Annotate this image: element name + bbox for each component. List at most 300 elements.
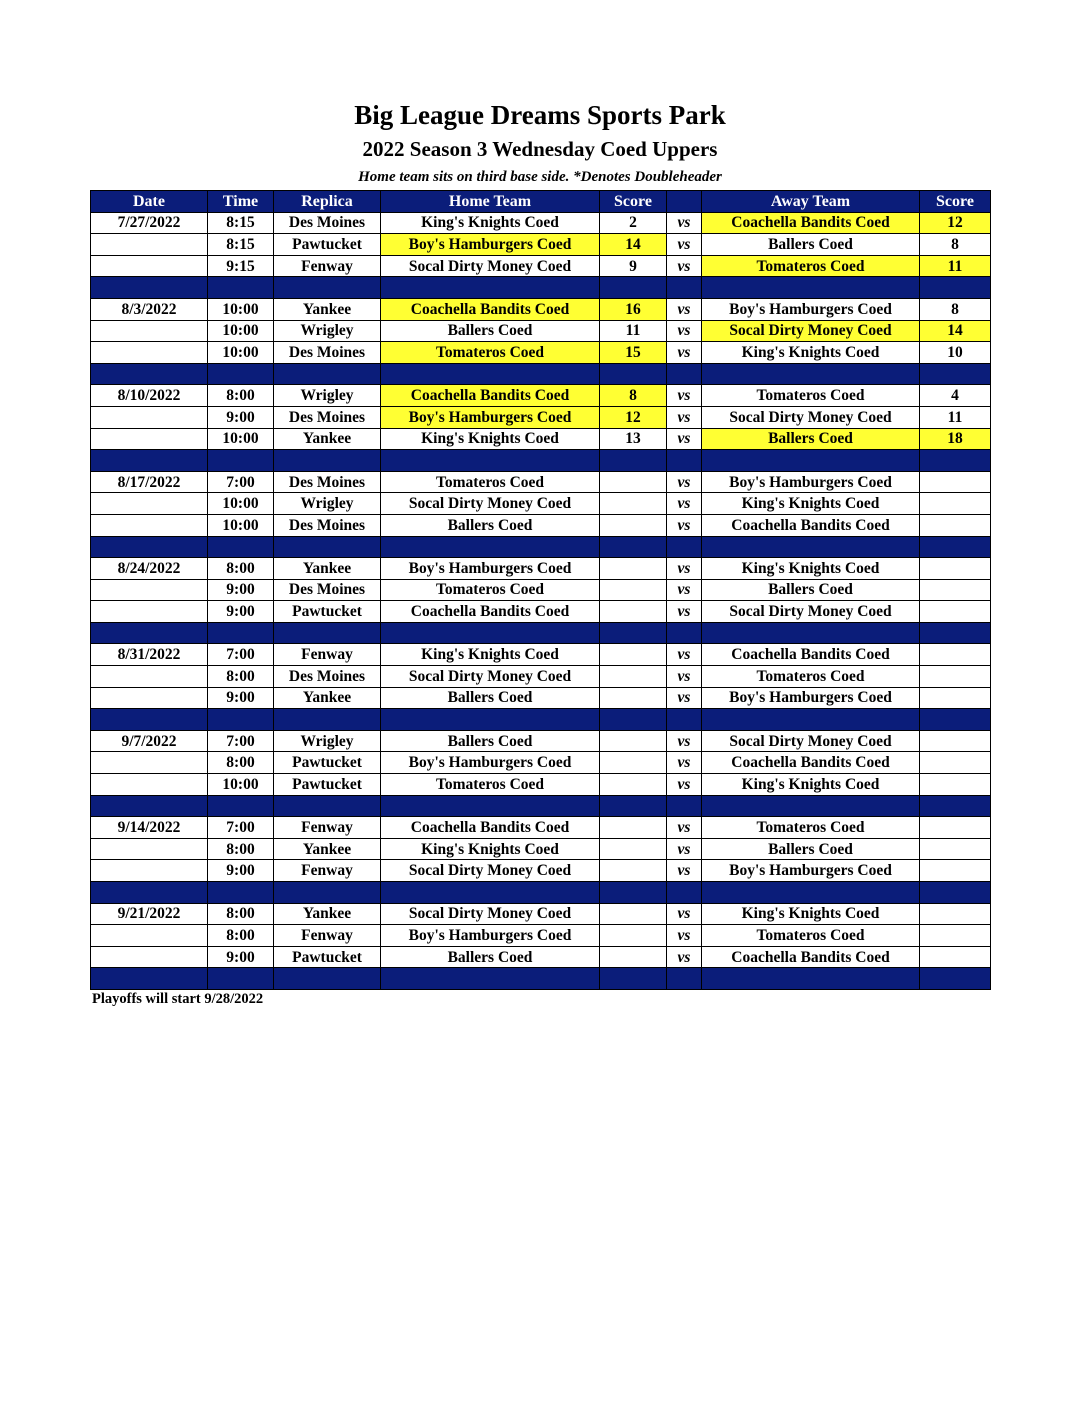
- col-header-date: Date: [91, 191, 208, 213]
- away-team: Coachella Bandits Coed: [702, 514, 920, 536]
- separator-cell: [274, 795, 381, 817]
- week-separator-row: [91, 709, 991, 731]
- game-time: 8:00: [208, 752, 274, 774]
- home-team: Tomateros Coed: [381, 774, 600, 796]
- separator-cell: [208, 622, 274, 644]
- vs-label: vs: [667, 687, 702, 709]
- vs-label: vs: [667, 342, 702, 364]
- home-team: Boy's Hamburgers Coed: [381, 406, 600, 428]
- home-team: Coachella Bandits Coed: [381, 298, 600, 320]
- game-replica: Fenway: [274, 644, 381, 666]
- game-row: [91, 730, 991, 752]
- home-score: [600, 493, 667, 515]
- separator-cell: [920, 536, 991, 558]
- game-date: 8/10/2022: [91, 385, 208, 407]
- home-score: [600, 687, 667, 709]
- separator-cell: [381, 450, 600, 472]
- vs-label: vs: [667, 471, 702, 493]
- home-team: Tomateros Coed: [381, 579, 600, 601]
- home-team: Ballers Coed: [381, 946, 600, 968]
- away-score: [920, 601, 991, 623]
- separator-cell: [920, 363, 991, 385]
- home-score: [600, 514, 667, 536]
- game-time: 10:00: [208, 774, 274, 796]
- away-team: Ballers Coed: [702, 234, 920, 256]
- game-replica: Yankee: [274, 428, 381, 450]
- home-score: [600, 558, 667, 580]
- away-team: Ballers Coed: [702, 428, 920, 450]
- separator-cell: [667, 363, 702, 385]
- separator-cell: [667, 277, 702, 299]
- separator-cell: [208, 277, 274, 299]
- game-row: [91, 320, 991, 342]
- game-replica: Pawtucket: [274, 774, 381, 796]
- game-time: 10:00: [208, 428, 274, 450]
- game-date: [91, 428, 208, 450]
- vs-label: vs: [667, 817, 702, 839]
- separator-cell: [274, 450, 381, 472]
- vs-label: vs: [667, 212, 702, 234]
- game-time: 7:00: [208, 644, 274, 666]
- away-score: [920, 860, 991, 882]
- game-time: 9:00: [208, 406, 274, 428]
- away-team: King's Knights Coed: [702, 774, 920, 796]
- separator-cell: [600, 450, 667, 472]
- separator-cell: [920, 709, 991, 731]
- week-separator-row: [91, 450, 991, 472]
- home-score: [600, 730, 667, 752]
- home-score: [600, 838, 667, 860]
- home-team: King's Knights Coed: [381, 428, 600, 450]
- game-replica: Wrigley: [274, 730, 381, 752]
- away-score: 14: [920, 320, 991, 342]
- game-date: [91, 320, 208, 342]
- away-team: Coachella Bandits Coed: [702, 752, 920, 774]
- vs-label: vs: [667, 752, 702, 774]
- home-score: [600, 644, 667, 666]
- game-replica: Wrigley: [274, 493, 381, 515]
- week-separator-row: [91, 882, 991, 904]
- home-team: Coachella Bandits Coed: [381, 385, 600, 407]
- separator-cell: [274, 363, 381, 385]
- home-team: Socal Dirty Money Coed: [381, 903, 600, 925]
- away-score: 8: [920, 298, 991, 320]
- game-date: [91, 860, 208, 882]
- col-header-time: Time: [208, 191, 274, 213]
- separator-cell: [381, 709, 600, 731]
- away-score: [920, 925, 991, 947]
- page-subtitle: 2022 Season 3 Wednesday Coed Uppers: [362, 137, 718, 161]
- game-date: [91, 342, 208, 364]
- away-team: King's Knights Coed: [702, 493, 920, 515]
- vs-label: vs: [667, 925, 702, 947]
- home-score: [600, 752, 667, 774]
- away-team: Boy's Hamburgers Coed: [702, 860, 920, 882]
- game-time: 7:00: [208, 817, 274, 839]
- game-replica: Fenway: [274, 255, 381, 277]
- game-row: [91, 687, 991, 709]
- vs-label: vs: [667, 255, 702, 277]
- game-row: [91, 644, 991, 666]
- game-date: [91, 752, 208, 774]
- game-row: [91, 946, 991, 968]
- away-team: Boy's Hamburgers Coed: [702, 471, 920, 493]
- separator-cell: [920, 450, 991, 472]
- vs-label: vs: [667, 579, 702, 601]
- separator-cell: [600, 536, 667, 558]
- away-team: Socal Dirty Money Coed: [702, 406, 920, 428]
- game-time: 7:00: [208, 730, 274, 752]
- game-time: 9:00: [208, 579, 274, 601]
- col-header-vs: [667, 191, 702, 213]
- vs-label: vs: [667, 946, 702, 968]
- separator-cell: [381, 968, 600, 990]
- home-team: Ballers Coed: [381, 730, 600, 752]
- home-score: [600, 579, 667, 601]
- separator-cell: [208, 882, 274, 904]
- game-date: [91, 493, 208, 515]
- separator-cell: [600, 622, 667, 644]
- game-replica: Wrigley: [274, 320, 381, 342]
- game-time: 10:00: [208, 320, 274, 342]
- separator-cell: [381, 622, 600, 644]
- home-team: Coachella Bandits Coed: [381, 817, 600, 839]
- separator-cell: [920, 968, 991, 990]
- game-time: 9:00: [208, 946, 274, 968]
- separator-cell: [667, 450, 702, 472]
- away-score: 11: [920, 255, 991, 277]
- game-replica: Des Moines: [274, 579, 381, 601]
- separator-cell: [91, 450, 208, 472]
- game-date: [91, 838, 208, 860]
- game-row: [91, 752, 991, 774]
- home-score: 16: [600, 298, 667, 320]
- col-header-home-score: Score: [600, 191, 667, 213]
- away-score: [920, 752, 991, 774]
- game-date: [91, 255, 208, 277]
- week-separator-row: [91, 968, 991, 990]
- home-score: [600, 860, 667, 882]
- away-team: Tomateros Coed: [702, 925, 920, 947]
- vs-label: vs: [667, 730, 702, 752]
- game-replica: Yankee: [274, 298, 381, 320]
- separator-cell: [702, 450, 920, 472]
- separator-cell: [274, 709, 381, 731]
- week-separator-row: [91, 363, 991, 385]
- game-date: [91, 666, 208, 688]
- game-time: 7:00: [208, 471, 274, 493]
- separator-cell: [920, 795, 991, 817]
- col-header-away-score: Score: [920, 191, 991, 213]
- away-score: [920, 687, 991, 709]
- game-time: 8:00: [208, 385, 274, 407]
- schedule-body: [91, 212, 991, 989]
- playoffs-note: Playoffs will start 9/28/2022: [92, 991, 264, 1007]
- home-score: 11: [600, 320, 667, 342]
- game-date: [91, 234, 208, 256]
- home-score: 8: [600, 385, 667, 407]
- home-score: 9: [600, 255, 667, 277]
- away-score: [920, 730, 991, 752]
- home-team: Boy's Hamburgers Coed: [381, 925, 600, 947]
- game-row: [91, 666, 991, 688]
- home-team: Socal Dirty Money Coed: [381, 493, 600, 515]
- game-replica: Des Moines: [274, 471, 381, 493]
- separator-cell: [702, 968, 920, 990]
- week-separator-row: [91, 536, 991, 558]
- game-date: [91, 687, 208, 709]
- game-replica: Des Moines: [274, 406, 381, 428]
- game-replica: Yankee: [274, 687, 381, 709]
- away-score: [920, 579, 991, 601]
- game-time: 8:00: [208, 925, 274, 947]
- game-row: [91, 471, 991, 493]
- away-score: [920, 644, 991, 666]
- game-row: [91, 817, 991, 839]
- separator-cell: [91, 277, 208, 299]
- game-date: [91, 514, 208, 536]
- away-score: 10: [920, 342, 991, 364]
- home-team: Socal Dirty Money Coed: [381, 666, 600, 688]
- separator-cell: [274, 968, 381, 990]
- vs-label: vs: [667, 903, 702, 925]
- separator-cell: [208, 709, 274, 731]
- separator-cell: [702, 622, 920, 644]
- col-header-away-team: Away Team: [702, 191, 920, 213]
- col-header-home-team: Home Team: [381, 191, 600, 213]
- separator-cell: [274, 536, 381, 558]
- vs-label: vs: [667, 385, 702, 407]
- game-replica: Pawtucket: [274, 601, 381, 623]
- game-date: [91, 601, 208, 623]
- game-date: [91, 406, 208, 428]
- separator-cell: [702, 536, 920, 558]
- game-date: 8/3/2022: [91, 298, 208, 320]
- game-row: [91, 860, 991, 882]
- separator-cell: [702, 709, 920, 731]
- game-time: 8:15: [208, 212, 274, 234]
- home-score: [600, 817, 667, 839]
- separator-cell: [381, 795, 600, 817]
- game-row: [91, 601, 991, 623]
- separator-cell: [208, 363, 274, 385]
- home-team: Socal Dirty Money Coed: [381, 860, 600, 882]
- away-team: Tomateros Coed: [702, 255, 920, 277]
- home-score: 13: [600, 428, 667, 450]
- separator-cell: [91, 536, 208, 558]
- away-team: Tomateros Coed: [702, 666, 920, 688]
- separator-cell: [274, 622, 381, 644]
- game-replica: Pawtucket: [274, 234, 381, 256]
- game-date: 9/14/2022: [91, 817, 208, 839]
- separator-cell: [667, 795, 702, 817]
- home-team: Ballers Coed: [381, 320, 600, 342]
- separator-cell: [208, 536, 274, 558]
- game-row: [91, 428, 991, 450]
- separator-cell: [381, 882, 600, 904]
- game-replica: Des Moines: [274, 514, 381, 536]
- away-score: 12: [920, 212, 991, 234]
- home-team: Boy's Hamburgers Coed: [381, 558, 600, 580]
- away-team: Coachella Bandits Coed: [702, 212, 920, 234]
- home-score: 14: [600, 234, 667, 256]
- separator-cell: [702, 882, 920, 904]
- game-row: [91, 406, 991, 428]
- home-team: King's Knights Coed: [381, 212, 600, 234]
- vs-label: vs: [667, 666, 702, 688]
- home-score: 12: [600, 406, 667, 428]
- separator-cell: [702, 277, 920, 299]
- game-replica: Yankee: [274, 838, 381, 860]
- home-team: King's Knights Coed: [381, 644, 600, 666]
- col-header-replica: Replica: [274, 191, 381, 213]
- game-replica: Yankee: [274, 558, 381, 580]
- game-time: 10:00: [208, 514, 274, 536]
- vs-label: vs: [667, 774, 702, 796]
- away-score: [920, 946, 991, 968]
- away-score: [920, 903, 991, 925]
- home-team: Ballers Coed: [381, 687, 600, 709]
- away-score: 11: [920, 406, 991, 428]
- separator-cell: [381, 363, 600, 385]
- vs-label: vs: [667, 298, 702, 320]
- game-date: [91, 579, 208, 601]
- separator-cell: [91, 363, 208, 385]
- game-time: 9:00: [208, 687, 274, 709]
- game-date: [91, 774, 208, 796]
- game-time: 9:00: [208, 601, 274, 623]
- week-separator-row: [91, 795, 991, 817]
- away-team: Tomateros Coed: [702, 817, 920, 839]
- away-team: Boy's Hamburgers Coed: [702, 687, 920, 709]
- separator-cell: [381, 536, 600, 558]
- separator-cell: [920, 882, 991, 904]
- away-team: Boy's Hamburgers Coed: [702, 298, 920, 320]
- separator-cell: [600, 363, 667, 385]
- home-score: 2: [600, 212, 667, 234]
- home-team: Tomateros Coed: [381, 471, 600, 493]
- separator-cell: [208, 795, 274, 817]
- separator-cell: [91, 622, 208, 644]
- separator-cell: [920, 277, 991, 299]
- home-score: [600, 925, 667, 947]
- away-score: [920, 493, 991, 515]
- game-date: 9/7/2022: [91, 730, 208, 752]
- game-row: [91, 212, 991, 234]
- game-time: 10:00: [208, 298, 274, 320]
- separator-cell: [600, 277, 667, 299]
- game-time: 9:00: [208, 860, 274, 882]
- game-row: [91, 385, 991, 407]
- game-date: [91, 946, 208, 968]
- home-team: Ballers Coed: [381, 514, 600, 536]
- separator-cell: [600, 882, 667, 904]
- week-separator-row: [91, 277, 991, 299]
- game-row: [91, 493, 991, 515]
- vs-label: vs: [667, 644, 702, 666]
- separator-cell: [91, 968, 208, 990]
- game-time: 8:00: [208, 838, 274, 860]
- game-row: [91, 579, 991, 601]
- away-score: [920, 514, 991, 536]
- game-row: [91, 558, 991, 580]
- away-score: [920, 838, 991, 860]
- home-score: [600, 666, 667, 688]
- schedule-note: Home team sits on third base side. *Denotes Doubleheader: [358, 169, 722, 185]
- separator-cell: [274, 882, 381, 904]
- game-date: 8/31/2022: [91, 644, 208, 666]
- game-row: [91, 903, 991, 925]
- schedule-table: [90, 190, 991, 990]
- home-score: 15: [600, 342, 667, 364]
- away-team: Ballers Coed: [702, 579, 920, 601]
- game-date: 7/27/2022: [91, 212, 208, 234]
- separator-cell: [91, 795, 208, 817]
- game-replica: Des Moines: [274, 342, 381, 364]
- game-replica: Fenway: [274, 925, 381, 947]
- game-date: [91, 925, 208, 947]
- game-time: 10:00: [208, 342, 274, 364]
- page-title: Big League Dreams Sports Park: [354, 100, 726, 130]
- away-team: King's Knights Coed: [702, 558, 920, 580]
- home-team: King's Knights Coed: [381, 838, 600, 860]
- game-replica: Fenway: [274, 860, 381, 882]
- home-team: Boy's Hamburgers Coed: [381, 234, 600, 256]
- separator-cell: [600, 795, 667, 817]
- separator-cell: [667, 536, 702, 558]
- home-team: Coachella Bandits Coed: [381, 601, 600, 623]
- vs-label: vs: [667, 428, 702, 450]
- game-time: 9:15: [208, 255, 274, 277]
- away-team: King's Knights Coed: [702, 342, 920, 364]
- vs-label: vs: [667, 601, 702, 623]
- game-replica: Des Moines: [274, 666, 381, 688]
- separator-cell: [208, 450, 274, 472]
- away-team: Socal Dirty Money Coed: [702, 320, 920, 342]
- away-team: Coachella Bandits Coed: [702, 644, 920, 666]
- away-score: 4: [920, 385, 991, 407]
- vs-label: vs: [667, 860, 702, 882]
- home-score: [600, 601, 667, 623]
- separator-cell: [667, 968, 702, 990]
- game-time: 8:00: [208, 903, 274, 925]
- away-score: [920, 774, 991, 796]
- away-team: Ballers Coed: [702, 838, 920, 860]
- separator-cell: [600, 968, 667, 990]
- game-row: [91, 234, 991, 256]
- home-team: Socal Dirty Money Coed: [381, 255, 600, 277]
- away-score: [920, 558, 991, 580]
- separator-cell: [667, 622, 702, 644]
- separator-cell: [208, 968, 274, 990]
- game-row: [91, 342, 991, 364]
- vs-label: vs: [667, 514, 702, 536]
- game-row: [91, 298, 991, 320]
- game-row: [91, 838, 991, 860]
- vs-label: vs: [667, 320, 702, 342]
- vs-label: vs: [667, 838, 702, 860]
- separator-cell: [667, 709, 702, 731]
- home-score: [600, 774, 667, 796]
- game-time: 8:15: [208, 234, 274, 256]
- game-row: [91, 774, 991, 796]
- separator-cell: [91, 709, 208, 731]
- separator-cell: [91, 882, 208, 904]
- separator-cell: [381, 277, 600, 299]
- game-replica: Pawtucket: [274, 752, 381, 774]
- game-replica: Fenway: [274, 817, 381, 839]
- vs-label: vs: [667, 406, 702, 428]
